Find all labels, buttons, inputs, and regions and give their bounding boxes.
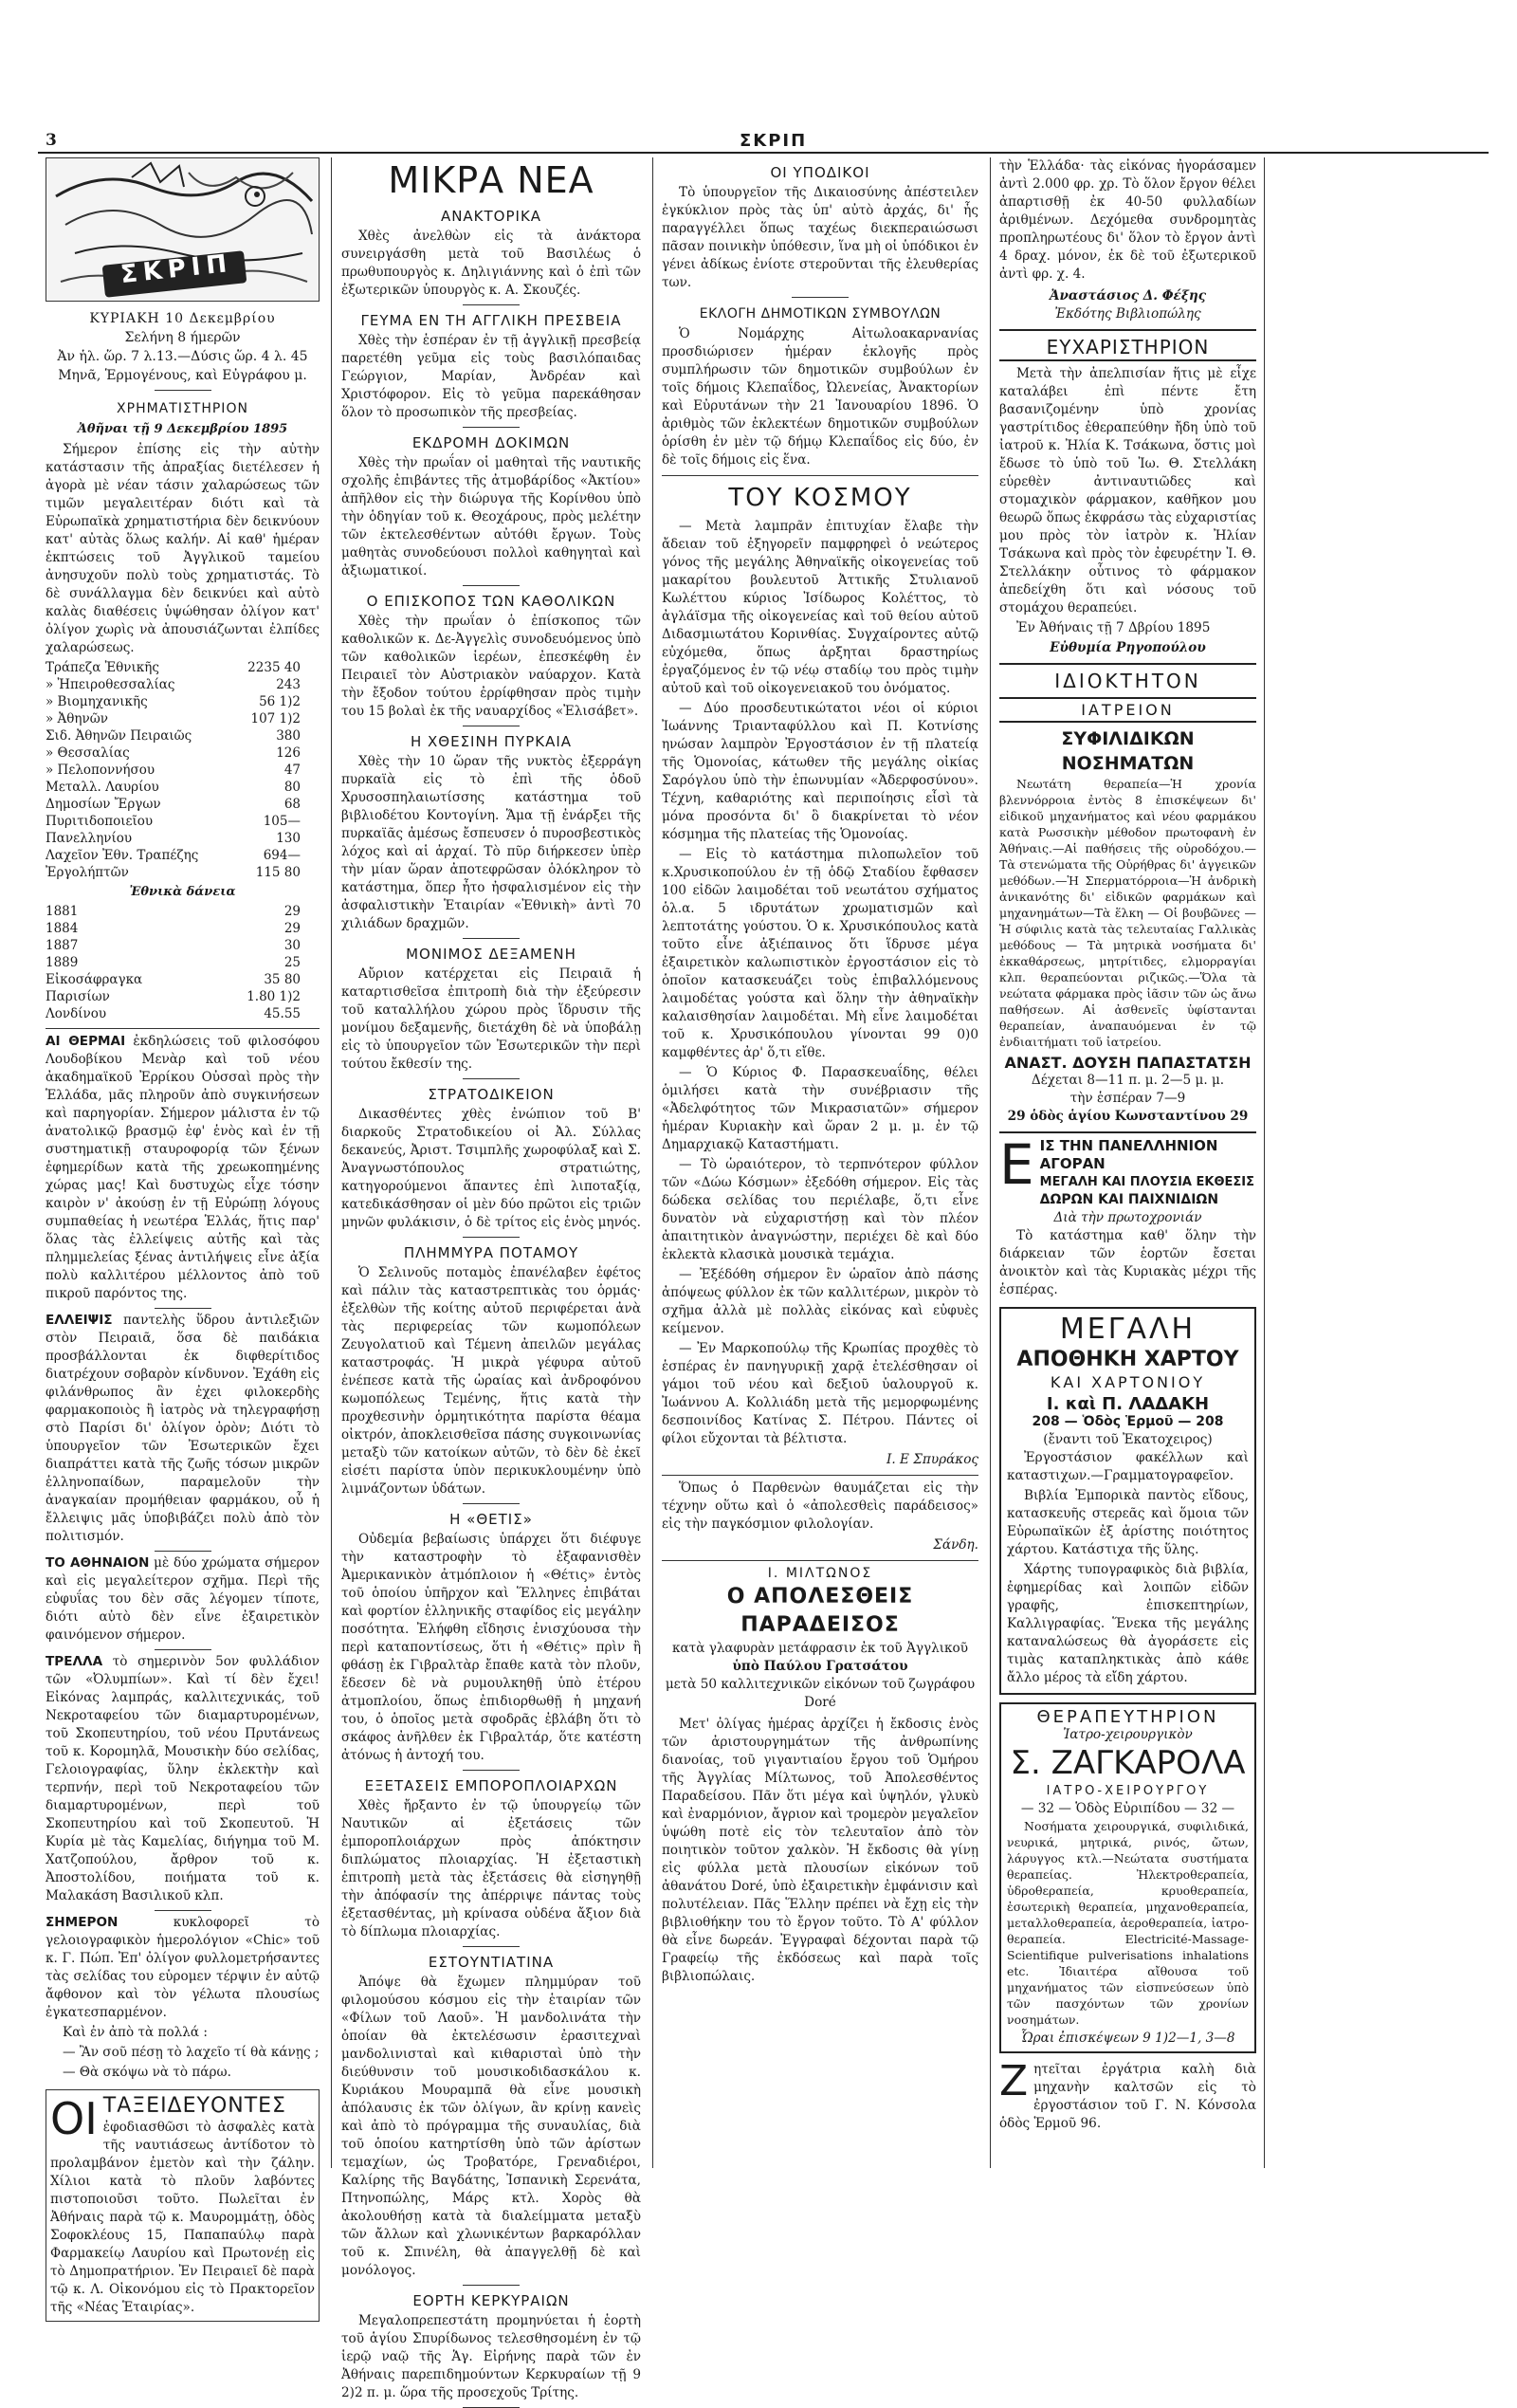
society-item: — Δύο προσδευτικώτατοι νέοι οἱ κύριοι Ἰωάννης Τριανταφύλλου καὶ Π. Κοτνίσης ηνώσαν λαμπρὸν Ἐργοστάσιον ἐν τῇ πλατείᾳ τῆς Ὁμονοίας, κάτωθεν τῆς μεγάλης οἰκίας Σαρόγλου ὑπὸ τὴν ἐπωνυμίαν «Ἀδερφοσύνου». Τέχνη, καθαριότης καὶ περιποίησις εἶσὶ τὰ μόνα προσόντα δι' ὃ διακρίνεται τὸ νέον κόσμημα τῆς πλατείας τῆς Ὁμονοίας. — [662, 701, 978, 842]
quote-name: Μεταλλ. Λαυρίου — [46, 780, 159, 795]
paper-line-3: ΚΑΙ ΧΑΡΤΟΝΙΟΥ — [1050, 1373, 1206, 1391]
table-row — [46, 779, 320, 796]
table-row — [46, 864, 320, 881]
market-big-letter: Ε — [999, 1132, 1034, 1197]
quote-name: 1881 — [46, 904, 79, 919]
news-item-title: ΠΛΗΜΜΥΡΑ ΠΟΤΑΜΟΥ — [403, 1244, 579, 1261]
table-row — [46, 988, 320, 1005]
divider — [792, 297, 849, 298]
table-row — [46, 954, 320, 971]
thanks-title: ΕΥΧΑΡΙΣΤΗΡΙΟΝ — [999, 335, 1256, 361]
table-row — [46, 762, 320, 779]
quote-name: Εἰκοσάφραγκα — [46, 972, 143, 987]
column-1 — [38, 157, 327, 2315]
paradise-author: Ι. ΜΙΛΤΩΝΟΣ — [767, 1566, 873, 1581]
quote-value: 25 — [283, 955, 301, 970]
column-2 — [334, 157, 649, 2400]
paper-text-3: Χάρτης τυπογραφικὸς διὰ βιβλία, ἐφημερίδας καὶ λοιπῶν εἰδῶν γραφῆς, ἐπισκεπτηρίων, Καλλιγραφίας. Ἕνεκα τῆς μεγάλης καταναλώσεως θὰ ἀγοράσετε εἰς τιμὰς καταπληκτικὰς ἀπὸ κάθε ἄλλο μέρος τὰ εἴδη χάρτου. — [1007, 1562, 1249, 1685]
column-rule — [652, 157, 653, 2168]
divider — [155, 1551, 211, 1552]
quote-name: 1887 — [46, 938, 79, 953]
divider — [463, 2285, 520, 2286]
table-row — [46, 710, 320, 727]
quote-name: Λαχεῖον Ἐθν. Τραπέζης — [46, 848, 199, 863]
news-item-title: Η «ΘΕΤΙΣ» — [449, 1511, 533, 1528]
athinaion-text: μὲ δύο χρώματα σήμερον καὶ εἰς μεγαλείτερον σχῆμα. Περὶ τῆς εὐφυΐας του δὲν σᾶς λέγομεν τίποτε, διότι αὐτὸ δὲν εἶνε ἐξαιρετικὸν φαινόμενον σήμερον. — [46, 1555, 320, 1643]
news-item-text: Χθὲς τὴν ἑσπέραν ἐν τῇ ἀγγλικῇ πρεσβείᾳ παρετέθη γεῦμα εἰς τοὺς βασιλόπαιδας Γεώργιον, Μαρίαν, Ἀνδρέαν καὶ Χριστόφορον. Εἰς τὸ γεῦμα παρεκάθησαν ὅλον τὸ προσωπικὸν τῆς πρεσβείας. — [341, 333, 641, 420]
divider — [463, 1237, 520, 1238]
quote-value: 68 — [283, 797, 301, 812]
news-item-text: Δικασθέντες χθὲς ἐνώπιον τοῦ Β' διαρκοῦς Στρατοδικείου οἱ Ἀλ. Σύλλας δεκανεύς, Ἀριστ. Τσιμπλῆς χωροφύλαξ καὶ Σ. Ἀναγνωστόπουλος στρατιώτης, κατηγορούμενοι ἅπαντες ἐπὶ λιποταξίᾳ, κατεδικάσθησαν οἱ μὲν δύο πρῶτοι εἰς τριῶν μηνῶν φυλάκισιν, ὁ δὲ τρίτος εἰς ἑνὸς μηνός. — [341, 1107, 641, 1230]
therapy-title: ΘΕΡΑΠΕΥΤΗΡΙΟΝ — [1036, 1707, 1219, 1727]
quote-name: Λονδίνου — [46, 1006, 107, 1021]
simeron-item — [46, 1914, 320, 2022]
athinaion-item — [46, 1554, 320, 1645]
elleipsis-lead: ΕΛΛΕΙΨΙΣ — [46, 1313, 113, 1328]
table-row — [46, 727, 320, 744]
news-item-text: Ἀπόψε θὰ ἔχωμεν πλημμύραν τοῦ φιλομούσου κόσμου εἰς τὴν ἑταιρίαν τῶν «Φίλων τοῦ Λαοῦ». Ἡ μανδολινάτα τὴν ὁποίαν θὰ ἐκτελέσωσιν ἐρασιτεχναὶ μανδολινισταὶ καὶ κιθαρισταὶ ὑπὸ τὴν διεύθυνσιν τοῦ μουσικοδιδασκάλου κ. Κυριάκου Μουραμπᾶ θὰ εἶνε μουσικὴ ἀπόλαυσις ἐκ τῶν ὀλίγων, ἂν κρίνῃ κανεὶς καὶ ἀπὸ τὸ πρόγραμμα τῆς συναυλίας, διὰ τοῦ ὁποίου κατηρτίσθη ὑπὸ τῶν ἀρίστων τεμαχίων, ὡς Τροβατόρε, Γρεναδιέροι, Καλίρης τῆς Βαγδάτης, Ἰσπανικὴ Σερενάτα, Πτηνοπώλης, Μάρς κτλ. Χορὸς θὰ ἀκολουθήσῃ κατὰ τὰ διαλείμματα μεταξὺ τῶν ἄλλων καὶ χλωνικέντων βαρκαρόλλαν τοῦ κ. Σπινέλη, θὰ ἀπαγγελθῇ δὲ καὶ μονόλογος. — [341, 1975, 641, 2278]
news-item-title: ΕΚΔΡΟΜΗ ΔΟΚΙΜΩΝ — [411, 434, 571, 451]
thermai-text: ἐκδηλώσεις τοῦ φιλοσόφου Λουδοβίκου Μενὰρ καὶ τοῦ νέου ἀκαδημαϊκοῦ Ἐρρίκου Οὐσσαὶ πρὸς τὴν Ἑλλάδα, μᾶς πληροῦν ἀπὸ συγκινήσεων καὶ παρηγορίαν. Σήμερον μάλιστα ἐν τῷ ἀνατολικῷ βρασμῷ ἐφ' ἑνὸς καὶ ἐν τῇ συστηματικῇ σταυροφορίᾳ τῶν ξένων ἐφημερίδων κατὰ τῆς χρεωκοπημένης χώρας μας! Καὶ δυστυχὼς εἶχε τόσην καιρὸν ν' ἀκούσῃ ἐν τῇ Εὐρώπῃ λόγους συμπαθείας ἡ νεωτέρα Ἑλλάς, ἥτις παρ' ὅλας τὰς ἐλλείψεις αὐτῆς καὶ τὰς πλημμελείας ξένας ἀντιλήψεις εἶνε ἀξία πολὺ καλλιτέρου μέλλοντος ἀπὸ τοῦ πικροῦ παρόντος της. — [46, 1034, 320, 1301]
therapy-address: — 32 — Ὁδὸς Εὐριπίδου — 32 — — [1020, 1801, 1235, 1816]
divider — [662, 1560, 978, 1561]
simeron-lead: ΣΗΜΕΡΟΝ — [46, 1915, 119, 1930]
table-row — [46, 937, 320, 954]
paper-line-1: ΜΕΓΑΛΗ — [1059, 1313, 1197, 1346]
news-item-title: ΜΟΝΙΜΟΣ ΔΕΞΑΜΕΝΗ — [406, 946, 576, 963]
quote-name: Πυριτιδοποιεῖου — [46, 814, 154, 829]
ypodikoi-text: Τὸ ὑπουργεῖον τῆς Δικαιοσύνης ἀπέστειλεν ἐγκύκλιον πρὸς τὰς ὑπ' αὐτὸ ἀρχάς, δι' ἧς παραγγέλλει ὅπως ταχέως διεκπεραιώσωσι πᾶσαν ποινικὴν ὑπόθεσιν, ἵνα μὴ οἱ ὑπόδικοι ἐν γένει ἀδίκως ἐνίοτε στεροῦνται τῆς ἐλευθερίας των. — [662, 185, 978, 290]
clinic-address: 29 ὁδὸς ἁγίου Κωνσταντίνου 29 — [1007, 1109, 1249, 1124]
table-row — [46, 813, 320, 830]
news-item-title: ΓΕΥΜΑ ΕΝ ΤΗ ΑΓΓΛΙΚΗ ΠΡΕΣΒΕΙΑ — [360, 312, 622, 329]
simeron-quote-3: — Θὰ σκόψω νὰ τὸ πάρω. — [63, 2065, 231, 2080]
paradise-sub-3: μετὰ 50 καλλιτεχνικῶν εἰκόνων τοῦ ζωγράφου Doré — [665, 1677, 976, 1710]
society-title: ΤΟΥ ΚΟΣΜΟΥ — [728, 484, 912, 512]
quote-value: 29 — [283, 921, 301, 936]
news-item-text: Χθὲς ἀνελθὼν εἰς τὰ ἀνάκτορα συνειργάσθη μετὰ τοῦ Βασιλέως ὁ πρωθυπουργὸς κ. Δηλιγιάννης καὶ ὁ ἐπὶ τῶν ἐξωτερικῶν ὑπουργὸς κ. Α. Σκουζές. — [341, 229, 641, 298]
paradise-text: Μετ' ὀλίγας ἡμέρας ἀρχίζει ἡ ἔκδοσις ἑνὸς τῶν ἀριστουργημάτων τῆς ἀνθρωπίνης διανοίας, τοῦ γιγαντιαίου ἔργου τοῦ Ὁμήρου τῆς Ἀγγλίας Μίλτωνος, τοῦ Ἀπολεσθέντος Παραδείσου. Πᾶν ὅτι μέγα καὶ ὑψηλόν, γλυκὺ καὶ ἐναρμόνιον, ἄγριον καὶ τρομερὸν μεγαλεῖον ὑψώθη ποτὲ εἰς τὸν τελευταῖον ἀπὸ τὸν ποιητικὸν τοῦτον χαλκὸν. Ἡ ἔκδοσις θὰ γίνῃ εἰς φύλλα μετὰ πλουσίων εἰκόνων τοῦ ἀθανάτου Doré, ὑπὸ ἐξαιρετικὴν ἐμφάνισιν καὶ πολυτέλειαν. Πᾶς Ἕλλην πρέπει νὰ ἔχῃ εἰς τὴν βιβλιοθήκην του τὸ ἔργον τοῦτο. Τὸ Α' φύλλον θὰ εἶνε δωρεάν. Ἐγγραφαὶ δέχονται παρὰ τῷ Γραφείῳ τῆς ἐκδόσεως καὶ παρὰ τοῖς βιβλιοπώλαις. — [662, 1717, 978, 1984]
trella-item — [46, 1653, 320, 1905]
market-line-4: Διὰ τὴν πρωτοχρονιάν — [1053, 1210, 1202, 1225]
news-item-text: Αὔριον κατέρχεται εἰς Πειραιᾶ ἡ καταρτισθεῖσα ἐπιτροπὴ διὰ τὴν ἐξεύρεσιν τοῦ καταλλήλου χώρου πρὸς ἵδρυσιν τῆς μονίμου δεξαμενῆς, διετάχθη δὲ νὰ ὑποβάλῃ εἰς τὸ ὑπουργεῖον τῶν Ἐσωτερικῶν τὴν περὶ τούτου ἔκθεσίν της. — [341, 966, 641, 1072]
quote-value: 380 — [276, 728, 301, 744]
therapy-text: Νοσήματα χειρουργικά, συφιλιδικά, νευρικά, μητρικά, ρινός, ὤτων, λάρυγγος κτλ.—Νεώτατα συστήματα θεραπείας. Ἠλεκτροθεραπεία, ὑδροθεραπεία, κρυοθεραπεία, ἐσωτερικὴ θεραπεία, μηχανοθεραπεία, μεταλλοθεραπεία, ἀεροθεραπεία, ἰατρο-θεραπεία. Electricité-Massage-Scientifique pulverisations inhalations etc. Ἰδιαιτέρα αἴθουσα τοῦ μηχανήματος τῶν εἰσπνεύσεων ὑπὸ τῶν πασχόντων τῶν χρονίων νοσημάτων. — [1007, 1819, 1249, 2027]
news-item-title: ΣΤΡΑΤΟΔΙΚΕΙΟΝ — [428, 1086, 555, 1103]
column-3 — [654, 157, 986, 2168]
table-row — [46, 903, 320, 920]
quote-value: 56 1)2 — [259, 694, 301, 709]
exchange-text: Σήμερον ἐπίσης εἰς τὴν αὐτὴν κατάστασιν τῆς ἀπραξίας διετέλεσεν ἡ ἀγορὰ μὲ νέαν τάσιν χαλαρώσεως τῶν τιμῶν μεγαλειτέραν διότι καὶ τὰ Εὐρωπαϊκὰ χρηματιστήρια δὲν δεικνύουν κατ' αὐτὰς ὅλως καλήν. Αἱ καθ' ἡμέραν ἐκπτώσεις τοῦ Ἀγγλικοῦ ταμείου ἀνησυχοῦν πολὺ τοὺς χρηματιστάς. Τὸ δὲ συνάλλαγμα δὲν δεικνύει καὶ αὐτὸ καλὰς διαθέσεις ὑψώθησαν ὀλίγον κατ' ὀλίγον χωρὶς νὰ ἀπουσιάζωνται ἐλπίδες χαλαρώσεως. — [46, 442, 320, 655]
table-row — [46, 920, 320, 937]
trella-lead: ΤΡΕΛΛΑ — [46, 1654, 103, 1669]
table-row — [46, 693, 320, 710]
paper-ad — [999, 1307, 1256, 1695]
news-item-text: Χθὲς τὴν πρωΐαν οἱ μαθηταὶ τῆς ναυτικῆς σχολῆς ἐπιβάντες τῆς ἀτμοβάρίδος «Ἀκτίου» ἀπῆλθον εἰς τὴν διώρυγα τῆς Κορίνθου ὑπὸ τὴν ὁδηγίαν τοῦ κ. Θεοχάρους, πρὸς μελέτην τῶν ἐκτελεσθέντων αὐτόθι ἔργων. Τοὺς μαθητὰς συνοδεύουσι πολλοὶ καθηγηταὶ καὶ ἀξιωματικοί. — [341, 455, 641, 579]
bonds-table — [46, 903, 320, 1022]
society-item: — Ἐξέδόθη σήμερον ἓν ὡραῖον ἀπὸ πάσης ἀπόψεως φύλλον ἐκ τῶν καλλιτέρων, μικρὸν τὸ σχῆμα ἀλλὰ μὲ πολλὰς εἰκόνας καὶ εὐφυὲς κείμενον. — [662, 1267, 978, 1336]
quote-name: Δημοσίων Ἔργων — [46, 797, 161, 812]
divider — [999, 663, 1256, 665]
news-item-text: Μεγαλοπρεπεστάτη προμηνύεται ἡ ἑορτὴ τοῦ ἁγίου Σπυρίδωνος τελεσθησομένη ἐν τῷ ἱερῷ ναῷ τῆς Ἁγ. Εἰρήνης παρὰ τῶν ἐν Ἀθήναις παρεπιδημούντων Κερκυραίων τῇ 9 2)2 π. μ. ὥρα τῆς προσεχοῦς Τρίτης. — [341, 2313, 641, 2400]
paradise-note: Ὅπως ὁ Παρθενὼν θαυμάζεται εἰς τὴν τέχνην οὕτω καὶ ὁ «ἀπολεσθεὶς παράδεισος» εἰς τὴν παγκόσμιον φιλολογίαν. — [662, 1480, 978, 1532]
divider — [463, 1078, 520, 1079]
clinic-text: Νεωτάτη θεραπεία—Ἡ χρονία βλεννόρροια ἐντὸς 8 ἐπισκέψεων δι' εἰδικοῦ μηχανήματος καὶ νέου φαρμάκου κατὰ Ρωσσικὴν μέθοδον πρωτοφανὴ ἐν Ἀθήναις.—Αἱ παθήσεις τῆς οὐροδόχου.—Τὰ στενώματα τῆς Οὐρήθρας δι' ἀγγεικῶν μεθόδων.—Ἡ Σπερματόρροια—Ἡ ἀνδρικὴ ἀνικανότης δι' εἰδικῶν φαρμάκων καὶ μηχανημάτων—Τὰ ἕλκη — Οἱ βουβῶνες — Ἡ σύφιλις κατὰ τὰς τελευταίας Γαλλικὰς μεθόδους — Τὰ μητρικὰ νοσήματα δι' ἐκκαθάρσεως, μητρίτιδες, ελμορραγίαι κλπ. θεραπεύονται ριζικῶς.—Ὅλα τὰ νεώτατα φάρμακα πρὸς ἰᾶσιν τῶν ὡς ἄνω παθήσεων. Αἱ ἀσθενεῖς ὑφίστανται θεραπείαν, ἀναπαυόμεναι ἐν τῷ ἐνδιαιτήματι τοῦ ἰατρείου. — [999, 777, 1256, 1049]
divider — [463, 304, 520, 305]
divider — [155, 390, 211, 391]
clinic-owner: ΙΔΙΟΚΤΗΤΟΝ — [1054, 670, 1201, 692]
almanac-day: ΚΥΡΙΑΚΗ 10 Δεκεμβρίου — [89, 311, 276, 326]
travellers-ad — [46, 2089, 320, 2322]
quote-value: 29 — [283, 904, 301, 919]
market-line-2: ΜΕΓΑΛΗ ΚΑΙ ΠΛΟΥΣΙΑ ΕΚΘΕΣΙΣ — [1039, 1175, 1254, 1189]
divider — [155, 1910, 211, 1911]
simeron-text: κυκλοφορεῖ τὸ γελοιογραφικὸν ἡμερολόγιον «Chic» τοῦ κ. Γ. Πώπ. Ἐπ' ὀλίγον φυλλομετρήσαντες τὰς σελίδας του εὑρομεν τέρψιν ἐν αὐτῷ ἄφθονον καὶ τὸν γέλωτα πλουσίως ἐγκατεσπαρμένον. — [46, 1915, 320, 2020]
quote-value: 47 — [283, 763, 301, 778]
divider — [155, 1649, 211, 1650]
therapy-hours: Ὧραι ἐπισκέψεων 9 1)2—1, 3—8 — [1020, 2031, 1235, 2046]
almanac-sun: Ἀν ἡλ. ὥρ. 7 λ.13.—Δύσις ὥρ. 4 λ. 45 — [57, 349, 308, 364]
table-row — [46, 830, 320, 847]
divider — [463, 1946, 520, 1947]
masthead-title: ΣΚΡΙΠ — [740, 131, 808, 151]
quote-value: 126 — [276, 745, 301, 761]
short-news-list — [341, 207, 641, 2408]
quote-value: 35 80 — [264, 972, 301, 987]
news-item-text: Χθὲς ἤρξαντο ἐν τῷ ὑπουργείῳ τῶν Ναυτικῶν αἱ ἐξετάσεις τῶν ἐμποροπλοιάρχων πρὸς ἀπόκτησιν διπλώματος πλοιαρχίας. Ἡ ἐξεταστικὴ ἐπιτροπὴ μετὰ τὰς ἐξετάσεις θὰ εἰσηγηθῇ τὴν ἀπόφασίν της ἀπέρριψε πάντας τοὺς ἐξετασθέντας, μὴ κρίνασα οὐδένα ἄξιον διὰ τὸ δίπλωμα πλοιαρχίας. — [341, 1798, 641, 1939]
news-item-text: Ὁ Σελινοῦς ποταμὸς ἐπανέλαβεν ἐφέτος καὶ πάλιν τὰς καταστρεπτικὰς του ὁρμάς· ἐξελθὼν τῆς κοίτης αὐτοῦ περιφέρεται ἀνὰ τὰς περιφερείας τῶν κωμοπόλεων Ζευγολατιοῦ καὶ Τέμενη ἀπειλῶν μεγάλας καταστροφάς. Ἡ μικρὰ γέφυρα αὐτοῦ ἐνέπεσε κατὰ τῆς ὡραίας καὶ ἀνδροφόνου κωμοπόλεως Τεμένης, ἥτις κατὰ τὴν προχθεσινὴν ὁρμητικότητα παρίστα θέαμα οἰκτρόν, ἀποκλεισθεῖσα πάσης συγκοινωνίας μεταξὺ τῶν κατοίκων αὐτῶν, τὸ δὲν δὲ ἐκεῖ εἰσέτι παρίστα ὑπὸν περικυκλουμένην ὑπὸ λιμνάζοντων ὑδάτων. — [341, 1265, 641, 1497]
paradise-sub-2: ὑπὸ Παύλου Γρατσάτου — [732, 1659, 908, 1674]
clinic-doctor: ΑΝΑΣΤ. ΔΟΥΣΗ ΠΑΠΑΣΤΑΤΣΗ — [1004, 1054, 1252, 1072]
zitei-big-letter: Ζ — [999, 2057, 1029, 2105]
quote-value: 105— — [263, 814, 301, 829]
therapy-subtitle: Ἰατρο-χειρουργικὸν — [1063, 1727, 1193, 1742]
quote-name: Παρισίων — [46, 989, 110, 1004]
quote-value: 243 — [276, 677, 301, 692]
paper-address: 208 — Ὁδὸς Ἑρμοῦ — 208 — [1032, 1414, 1224, 1429]
athinaion-lead: ΤΟ ΑΘΗΝΑΙΟΝ — [46, 1555, 150, 1571]
elections-title: ΕΚΛΟΓΗ ΔΗΜΟΤΙΚΩΝ ΣΥΜΒΟΥΛΩΝ — [699, 306, 941, 322]
society-item: — Ὁ Κύριος Φ. Παρασκευαΐδης, θέλει ὁμιλήσει κατὰ τὴν συνέβριασιν τῆς «Ἀδελφότητος τῶν Μικρασιατῶν» σήμερον ἡμέραν Κυριακὴν καὶ ὥραν 2 μ. μ. ἐν τῷ Δημαρχιακῷ Καταστήματι. — [662, 1065, 978, 1152]
almanac-saints: Μηνᾶ, Ἑρμογένους, καὶ Εὐγράφου μ. — [58, 368, 307, 383]
news-item-text: Χθὲς τὴν πρωΐαν ὁ ἐπίσκοπος τῶν καθολικῶν κ. Δε-Ἀγγελὶς συνοδευόμενος ὑπὸ τῶν καθολικῶν ἱερέων, ἐπεσκέφθη ἐν Πειραιεῖ τὸν Αὐστριακὸν ναύαρχον. Κατὰ τὴν ἔξοδον τούτου ἐρρίφθησαν πρὸς τιμὴν του 15 βολαὶ ἐκ τῆς ναυαρχίδος «Ἐλισάβετ». — [341, 614, 641, 719]
exchange-table — [46, 659, 320, 881]
page-header — [38, 131, 1489, 154]
quote-value: 30 — [283, 938, 301, 953]
therapy-role: ΙΑΤΡΟ-ΧΕΙΡΟΥΡΓΟΥ — [1046, 1784, 1210, 1798]
quote-name: » Ἠπειροθεσσαλίας — [46, 677, 175, 692]
paradise-sub-1: κατὰ γλαφυρὰν μετάφρασιν ἐκ τοῦ Ἀγγλικοῦ — [672, 1641, 968, 1656]
news-item-text: Χθὲς τὴν 10 ὥραν τῆς νυκτὸς ἐξερράγη πυρκαϊὰ εἰς τὸ ἐπὶ τῆς ὁδοῦ Χρυσοσπηλαιωτίσσης κατάστημα τοῦ βιβλιοδέτου Κοντογίνη. Ἅμα τῇ ἐνάρξει τῆς πυρκαϊᾶς ἀμέσως ἔσπευσεν ὁ πυροσβεστικὸς λόχος καὶ αἱ ἀρχαί. Τὸ πῦρ διήρκεσεν ὑπὲρ τὴν μίαν ὥραν ἀποτεφρῶσαν ὁλόκληρον τὸ κατάστημα, ὅπερ ἦτο ἠσφαλισμένον εἰς τὴν ἀσφαλιστικὴν Ἑταιρίαν «Ἐθνικὴ» ἀντὶ 70 χιλιάδων δραχμῶν. — [341, 754, 641, 931]
bonds-title: Ἐθνικὰ δάνεια — [129, 885, 236, 899]
clinic-name: ΙΑΤΡΕΙΟΝ — [999, 697, 1256, 723]
travellers-title: ΤΑΞΕΙΔΕΥΟΝΤΕΣ — [102, 2094, 286, 2118]
publisher-role: Ἐκδότης Βιβλιοπώλης — [1054, 306, 1201, 322]
thanks-date: Ἐν Ἀθήναις τῇ 7 Δβρίου 1895 — [1016, 620, 1211, 635]
quote-value: 115 80 — [255, 865, 301, 880]
masthead-logo — [46, 157, 320, 302]
quote-name: Τράπεζα Ἐθνικῆς — [46, 660, 159, 675]
quote-value: 694— — [263, 848, 301, 863]
divider — [662, 475, 978, 476]
market-text: Τὸ κατάστημα καθ' ὅλην τὴν διάρκειαν τῶν ἑορτῶν ἔσεται ἀνοικτὸν καὶ τὰς Κυριακὰς μέχρι τῆς ἑσπέρας. — [999, 1228, 1256, 1297]
paradise-note-signature: Σάνδη. — [933, 1537, 978, 1553]
table-row — [46, 744, 320, 762]
paper-text-1: Ἐργοστάσιον φακέλλων καὶ καταστιχων.—Γραμματογραφεῖον. — [1007, 1450, 1249, 1483]
quote-value: 45.55 — [264, 1006, 301, 1021]
divider — [463, 938, 520, 939]
quote-name: 1884 — [46, 921, 79, 936]
divider — [999, 329, 1256, 331]
column-rule — [990, 157, 991, 2168]
market-line-1: ΙΣ ΤΗΝ ΠΑΝΕΛΛΗΝΙΟΝ ΑΓΟΡΑΝ — [1039, 1137, 1218, 1172]
society-item: — Μετὰ λαμπρᾶν ἐπιτυχίαν ἔλαβε τὴν ἄδειαν τοῦ ἐξηγορεῖν παμφρηφεὶ ὁ νεώτερος γόνος τῆς μεγάλης Ἀθηναϊκῆς οἰκογενείας τοῦ μακαρίτου βουλευτοῦ Ἀττικῆς Στυλιανοῦ Κωλέττου κύριος Ἰσίδωρος Κολέττος, τὸ ἀγλάϊσμα τῆς οἰκογενείας καὶ τοῦ θείου αὐτοῦ Διδασμιωτάτου Κορινθίας. Συγχαίροντες αὐτῷ εὐχόμεθα, ὅπως ἀρξηται δραστηρίως ἐργαζόμενος ἐν τῷ νέῳ σταδίῳ του πρὸς τιμὴν αὐτοῦ καὶ τοῦ οἰκογενειακοῦ του ὀνόματος. — [662, 519, 978, 696]
society-item: — Εἰς τὸ κατάστημα πιλοπωλεῖον τοῦ κ.Χρυσικοπούλου ἐν τῇ ὁδῷ Σταδίου ἔφθασεν 100 εἰδῶν λαιμοδέται τοῦ νεωτάτου σχήματος ὁλ.α. 5 ιδρυτάτων χρωματισμῶν καὶ λεπτοτάτης γούστου. Ὁ κ. Χρυσικόπουλος κατὰ τοῦτο εἶνε ἀξιέπαινος ὅτι ἵδρυσε μέγα ἐξαιρετικὸν καλωπιστικὸν ἐργοστάσιον εἰς τὸ ὁποῖον κατασκευάζει τοὺς ἐπιβαλλόμενους λαιμοδέτας γούστα καὶ ὅλην τὴν ἀθηναϊκὴν καλαισθησίαν λαιμοδέται. Μὴ εἶνε λαιμοδέται τοῦ κ. Χρυσικόπουλου γίνονται 99 0)0 καμφθέντες ἀρ' ὅ,τι εἴθε. — [662, 847, 978, 1060]
quote-name: » Ἀθηνῶν — [46, 711, 108, 726]
quote-name: Σιδ. Ἀθηνῶν Πειραιῶς — [46, 728, 192, 744]
divider — [46, 1028, 320, 1029]
divider — [662, 1475, 978, 1476]
simeron-quote-2: — Ἂν σοῦ πέσῃ τὸ λαχεῖο τί θὰ κάνῃς ; — [63, 2045, 320, 2060]
paper-owner: Ι. καὶ Π. ΛΑΔΑΚΗ — [1046, 1394, 1210, 1414]
divider — [463, 1770, 520, 1771]
almanac-moon: Σελήνη 8 ήμερῶν — [124, 330, 241, 345]
news-item-title: ΕΟΡΤΗ ΚΕΡΚΥΡΑΙΩΝ — [412, 2292, 570, 2309]
quote-value: 130 — [276, 831, 301, 846]
news-item-title: Ο ΕΠΙΣΚΟΠΟΣ ΤΩΝ ΚΑΘΟΛΙΚΩΝ — [366, 593, 616, 610]
ypodikoi-title: ΟΙ ΥΠΟΔΙΚΟΙ — [770, 164, 870, 181]
publisher-note: τὴν Ἑλλάδα· τὰς εἰκόνας ἠγοράσαμεν ἀντὶ 2.000 φρ. χρ. Τὸ ὅλον ἔργον θέλει ἀπαρτισθῇ ἐκ 40-50 φυλλαδίων ἀριθμένων. Δεχόμεθα συνδρομητὰς προπληρωτέους δι' ὅλον τὸ ἔργον ἀντὶ 4 δραχ. μόνον, ἐκ δὲ τοῦ ἐξωτερικοῦ ἀντὶ φρ. χ. 4. — [999, 158, 1256, 282]
exchange-title: ΧΡΗΜΑΤΙΣΤΗΡΙΟΝ — [117, 401, 248, 416]
table-row — [46, 796, 320, 813]
divider — [999, 1131, 1256, 1133]
exchange-date: Ἀθῆναι τῇ 9 Δεκεμβρίου 1895 — [77, 422, 288, 436]
news-item-title: Η ΧΘΕΣΙΝΗ ΠΥΡΚΑΙΑ — [410, 733, 573, 750]
quote-name: 1889 — [46, 955, 79, 970]
travellers-big-letters: ΟΙ — [50, 2093, 98, 2144]
column-rule — [331, 157, 332, 2168]
thanks-signer: Εὐθυμία Ρηγοπούλου — [1050, 640, 1206, 655]
page-number: 3 — [46, 131, 57, 150]
trella-text: τὸ σημερινὸν 5ον φυλλάδιον τῶν «Ὀλυμπίων». Καὶ τί δὲν ἔχει! Εἰκόνας λαμπράς, καλλιτεχνικάς, τοῦ Νεκροταφείου τῶν διαμαρτυρομένων, τοῦ Σκοπευτηρίου, τοῦ νέου Πρυτάνεως τοῦ κ. Κορομηλᾶ, Μουσικὴν δύο σελίδας, Γελοιογραφίας, ὕλην ἐκλεκτὴν καὶ τερπνήν, περὶ τοῦ Νεκροταφείου τῶν διαμαρτυρομένων, περὶ τοῦ Σκοπευτηρίου καὶ τοῦ Σκοπευτοῦ. Ἡ Κυρία μὲ τὰς Καμελίας, διήγημα τοῦ Μ. Χατζοπούλου, ἄρθρον τοῦ κ. Ἀποστολίδου, ποιήματα τοῦ κ. Μαλακάση Βασιλικοῦ κλπ. — [46, 1654, 320, 1903]
clinic-hours-2: τὴν ἑσπέραν 7—9 — [1069, 1091, 1186, 1106]
paper-address-2: (ἔναντι τοῦ Ἐκατοχειρος) — [1043, 1432, 1213, 1447]
quote-name: Πανελληνίου — [46, 831, 133, 846]
therapy-name: Σ. ΖΑΓΚΑΡΟΛΑ — [1010, 1744, 1246, 1782]
quote-value: 2235 40 — [247, 660, 301, 675]
elleipsis-item — [46, 1312, 320, 1546]
paper-line-2: ΑΠΟΘΗΚΗ ΧΑΡΤΟΥ — [1016, 1348, 1239, 1371]
news-item-title: ΕΞΕΤΑΣΕΙΣ ΕΜΠΟΡΟΠΛΟΙΑΡΧΩΝ — [364, 1777, 618, 1794]
society-item: — Τὸ ὡραιότερον, τὸ τερπνότερον φύλλον τῶν «Δώω Κόσμων» ἐξεδόθη σήμερον. Εἰς τὰς δώδεκα σελίδας του περιέλαβε, ὅ,τι εἶνε δυνατὸν νὰ εὐχαριστήσῃ καὶ τὸν πλέον ἀπαιτητικὸν ἀναγνώστην, περιέχει δὲ καὶ δύο ἐκλεκτὰ κλασικὰ μουσικὰ τεμάχια. — [662, 1157, 978, 1262]
thermai-item — [46, 1033, 320, 1303]
divider — [463, 1503, 520, 1504]
table-row — [46, 659, 320, 676]
elleipsis-text: παντελὴς ὕδρου ἀντιλεξιῶν στὸν Πειραιᾶ, ὅσα δὲ παιδάκια προσβάλλονται ἐκ διφθερίτιδος διατρέχουν σοβαρὸν κίνδυνον. Ἐχάθη εἰς φιλάνθρωπος ἂν ἐχει φιλοκερδὴς φαρμακοποιὸς ἢ ἰατρὸς νὰ τηλεγραφήσῃ στὸ Παρίσι δι' ὀλίγον ὀρὸν; Διότι τὸ ὑπουργεῖον τῶν Ἐσωτερικῶν ἔχει διαπράττει κατὰ τῆς ζωῆς τόσων μικρῶν ἑλληνοπαίδων, παραμελοῦν τὴν ἀναγκαίαν προμήθειαν φαρμάκου, οὗ ἡ ἔλλειψις μᾶς ὑποβιβάζει πολὺ ἀπὸ τὸν πολιτισμόν. — [46, 1313, 320, 1544]
thanks-text: Μετὰ τὴν ἀπελπισίαν ἥτις μὲ εἶχε καταλάβει ἐπὶ πέντε ἔτη βασανιζομένην ὑπὸ χρονίας γαστρίτιδος ἐθεραπεύθην ἤδη ὑπὸ τοῦ ἰατροῦ κ. Ἠλία Κ. Τσάκωνα, ὅστις μοὶ ἔδωσε τὸ ὑπὸ τοῦ Ἰω. Θ. Στελλάκη εὑρεθὲν ἀντιναυτιῶδες καὶ στομαχικὸν φάρμακον, καθῆκον μου θεωρῶ ὅπως ἐκφράσω τὰς εὐχαριστίας μου πρὸς τὸν ἰατρὸν κ. Ἠλίαν Τσάκωνα καὶ πρὸς τὸν ἐφευρέτην Ἰ. Θ. Στελλάκην οὗτινος τὸ φάρμακον ἀπεδείχθη ὅτι καὶ νόσους τοῦ στομάχου θεραπεύει. — [999, 366, 1256, 616]
simeron-quote-1: Καὶ ἐν ἀπὸ τὰ πολλά : — [63, 2025, 208, 2040]
zitei-text: ητεῖται ἐργάτρια καλὴ διὰ μηχανὴν καλτσῶν εἰς τὸ ἐργοστάσιον τοῦ Γ. Ν. Κόνσολα ὁδὸς Ἑρμοῦ 96. — [999, 2062, 1256, 2131]
quote-name: Ἐργολήπτῶν — [46, 865, 129, 880]
market-line-3: ΔΩΡΩΝ ΚΑΙ ΠΑΙΧΝΙΔΙΩΝ — [1039, 1192, 1219, 1207]
clinic-disease: ΣΥΦΙΛΙΔΙΚΩΝ ΝΟΣΗΜΑΤΩΝ — [1061, 728, 1195, 774]
quote-name: » Πελοποννήσου — [46, 763, 155, 778]
market-ad — [999, 1132, 1256, 1299]
table-row — [46, 676, 320, 693]
travellers-text: ἐφοδιασθῶσι τὸ ἀσφαλὲς κατὰ τῆς ναυτιάσεως ἀντίδοτον τὸ προλαμβάνον ἐμετὸν καὶ τὴν ζάλην. Χίλιοι κατὰ τὸ πλοῦν λαβόντες πιστοποιοῦσι τοῦτο. Πωλεῖται ἐν Ἀθήναις παρὰ τῷ κ. Μαυρομμάτῃ, ὁδὸς Σοφοκλέους 15, Παπαπαύλῳ παρὰ Φαρμακείῳ Λαυρίου καὶ Πρωτονέῃ εἰς τὸ Δημοπρατήριον. Ἐν Πειραιεῖ δὲ παρὰ τῷ κ. Λ. Οἰκονόμου εἰς τὸ Πρακτορεῖον τῆς «Νέας Ἑταιρίας». — [50, 2120, 315, 2315]
divider — [463, 585, 520, 586]
news-item-text: Οὐδεμία βεβαίωσις ὑπάρχει ὅτι διέφυγε τὴν καταστροφὴν τὸ ἐξαφανισθὲν Ἀμερικανικὸν ἀτμόπλοιον ἡ «Θέτις» ἐντὸς τοῦ ὁποίου ὑπῆρχον καὶ Ἕλληνες ἐπιβάται καὶ φορτίον ἑλληνικῆς σταφίδος εἰς μεγάλην ποσότητα. Ἐλήφθη εἴδησις ἐνισχύουσα τὴν περὶ καταποντίσεως, ὅτι ἡ «Θέτις» πρὶν ἢ φθάσῃ ἐκ Γιβραλτὰρ ἔπαθε κατὰ τὸν πλοῦν, ἔδεσεν δὲ νὰ ρυμουλκηθῇ ὑπὸ ἑτέρου ἀτμοπλοίου, ὅπως ἐπιδιορθωθῇ ἡ μηχανή του, ὁ ὁποῖος μετὰ σφοδρᾶς ἐβλάβη ὅτι τὸ σκάφος ἀνῆλθεν ἐκ Γιβραλτάρ, ὅτε κατέστη ἀτόνως ἡ ἀντοχή του. — [341, 1532, 641, 1763]
quote-value: 1.80 1)2 — [247, 989, 301, 1004]
table-row — [46, 847, 320, 864]
news-item-title: ΕΣΤΟΥΝΤΙΑΤΙΝΑ — [428, 1954, 555, 1971]
news-item-title: ΑΝΑΚΤΟΡΙΚΑ — [440, 208, 542, 225]
almanac-block — [46, 309, 320, 385]
column-4 — [992, 157, 1264, 2168]
thermai-lead: ΑΙ ΘΕΡΜΑΙ — [46, 1034, 126, 1049]
elections-text: Ὁ Νομάρχης Αἰτωλοακαρνανίας προσδιώρισεν ἡμέραν ἐκλογῆς πρὸς συμπλήρωσιν τῶν δημοτικῶν συμβούλων ἐν τοῖς δήμοις Κλεπαΐδος, Ὠλενείας, Ἀνακτορίων καὶ Εὐρυτάνων τὴν 21 Ἰανουαρίου 1896. Ὁ ἀριθμὸς τῶν ἐκλεκτέων δημοτικῶν συμβούλων ὁρίσθη ἐν μὲν τῷ δήμῳ Κλεπαΐδος εἰς δύο, ἐν δὲ τοῖς δήμοις εἰς ἕνα. — [662, 326, 978, 468]
divider — [155, 1308, 211, 1309]
paradise-title: Ο ΑΠΟΛΕΣΘΕΙΣ ΠΑΡΑΔΕΙΣΟΣ — [726, 1585, 914, 1637]
quote-name: » Θεσσαλίας — [46, 745, 130, 761]
society-item: — Ἐν Μαρκοπούλῳ τῆς Κρωπίας προχθὲς τὸ ἑσπέρας ἐν πανηγυρικῇ χαρᾷ ἐτελέσθησαν οἱ γάμοι τοῦ νέου καὶ δεξιοῦ ὑαλουργοῦ κ. Ἰωάννου Α. Κολλιάδη μετὰ τῆς μεμορφωμένης δεσποινίδος Κατίνας Σ. Πέτρου. Πάντες οἱ φίλοι εὔχονται τὰ βέλτιστα. — [662, 1341, 978, 1446]
society-list — [662, 518, 978, 1448]
table-row — [46, 1005, 320, 1022]
divider — [463, 427, 520, 428]
table-row — [46, 971, 320, 988]
quote-value: 80 — [283, 780, 301, 795]
quote-value: 107 1)2 — [250, 711, 301, 726]
logo-wordmark: ΣΚΡΙΠ — [119, 248, 234, 290]
zitei-ad — [999, 2057, 1256, 2133]
paper-text-2: Βιβλία Ἐμπορικὰ παντὸς εἴδους, κατασκευῆς στερεᾶς καὶ ὅμοια τῶν Εὐρωπαϊκῶν ἐξ ἀρίστης ποιότητος χάρτου. Κατάστιχα τῆς ὕλης. — [1007, 1488, 1249, 1557]
column-rule — [1264, 157, 1265, 2168]
short-news-title: ΜΙΚΡΑ ΝΕΑ — [388, 159, 594, 201]
quote-name: » Βιομηχανικῆς — [46, 694, 148, 709]
publisher-name: Ἀναστάσιος Δ. Φέξης — [1049, 288, 1207, 303]
clinic-hours-1: Δέχεται 8—11 π. μ. 2—5 μ. μ. — [1031, 1073, 1225, 1088]
therapy-ad — [999, 1702, 1256, 2053]
society-signature: Ι. Ε Σπυράκος — [886, 1452, 978, 1467]
